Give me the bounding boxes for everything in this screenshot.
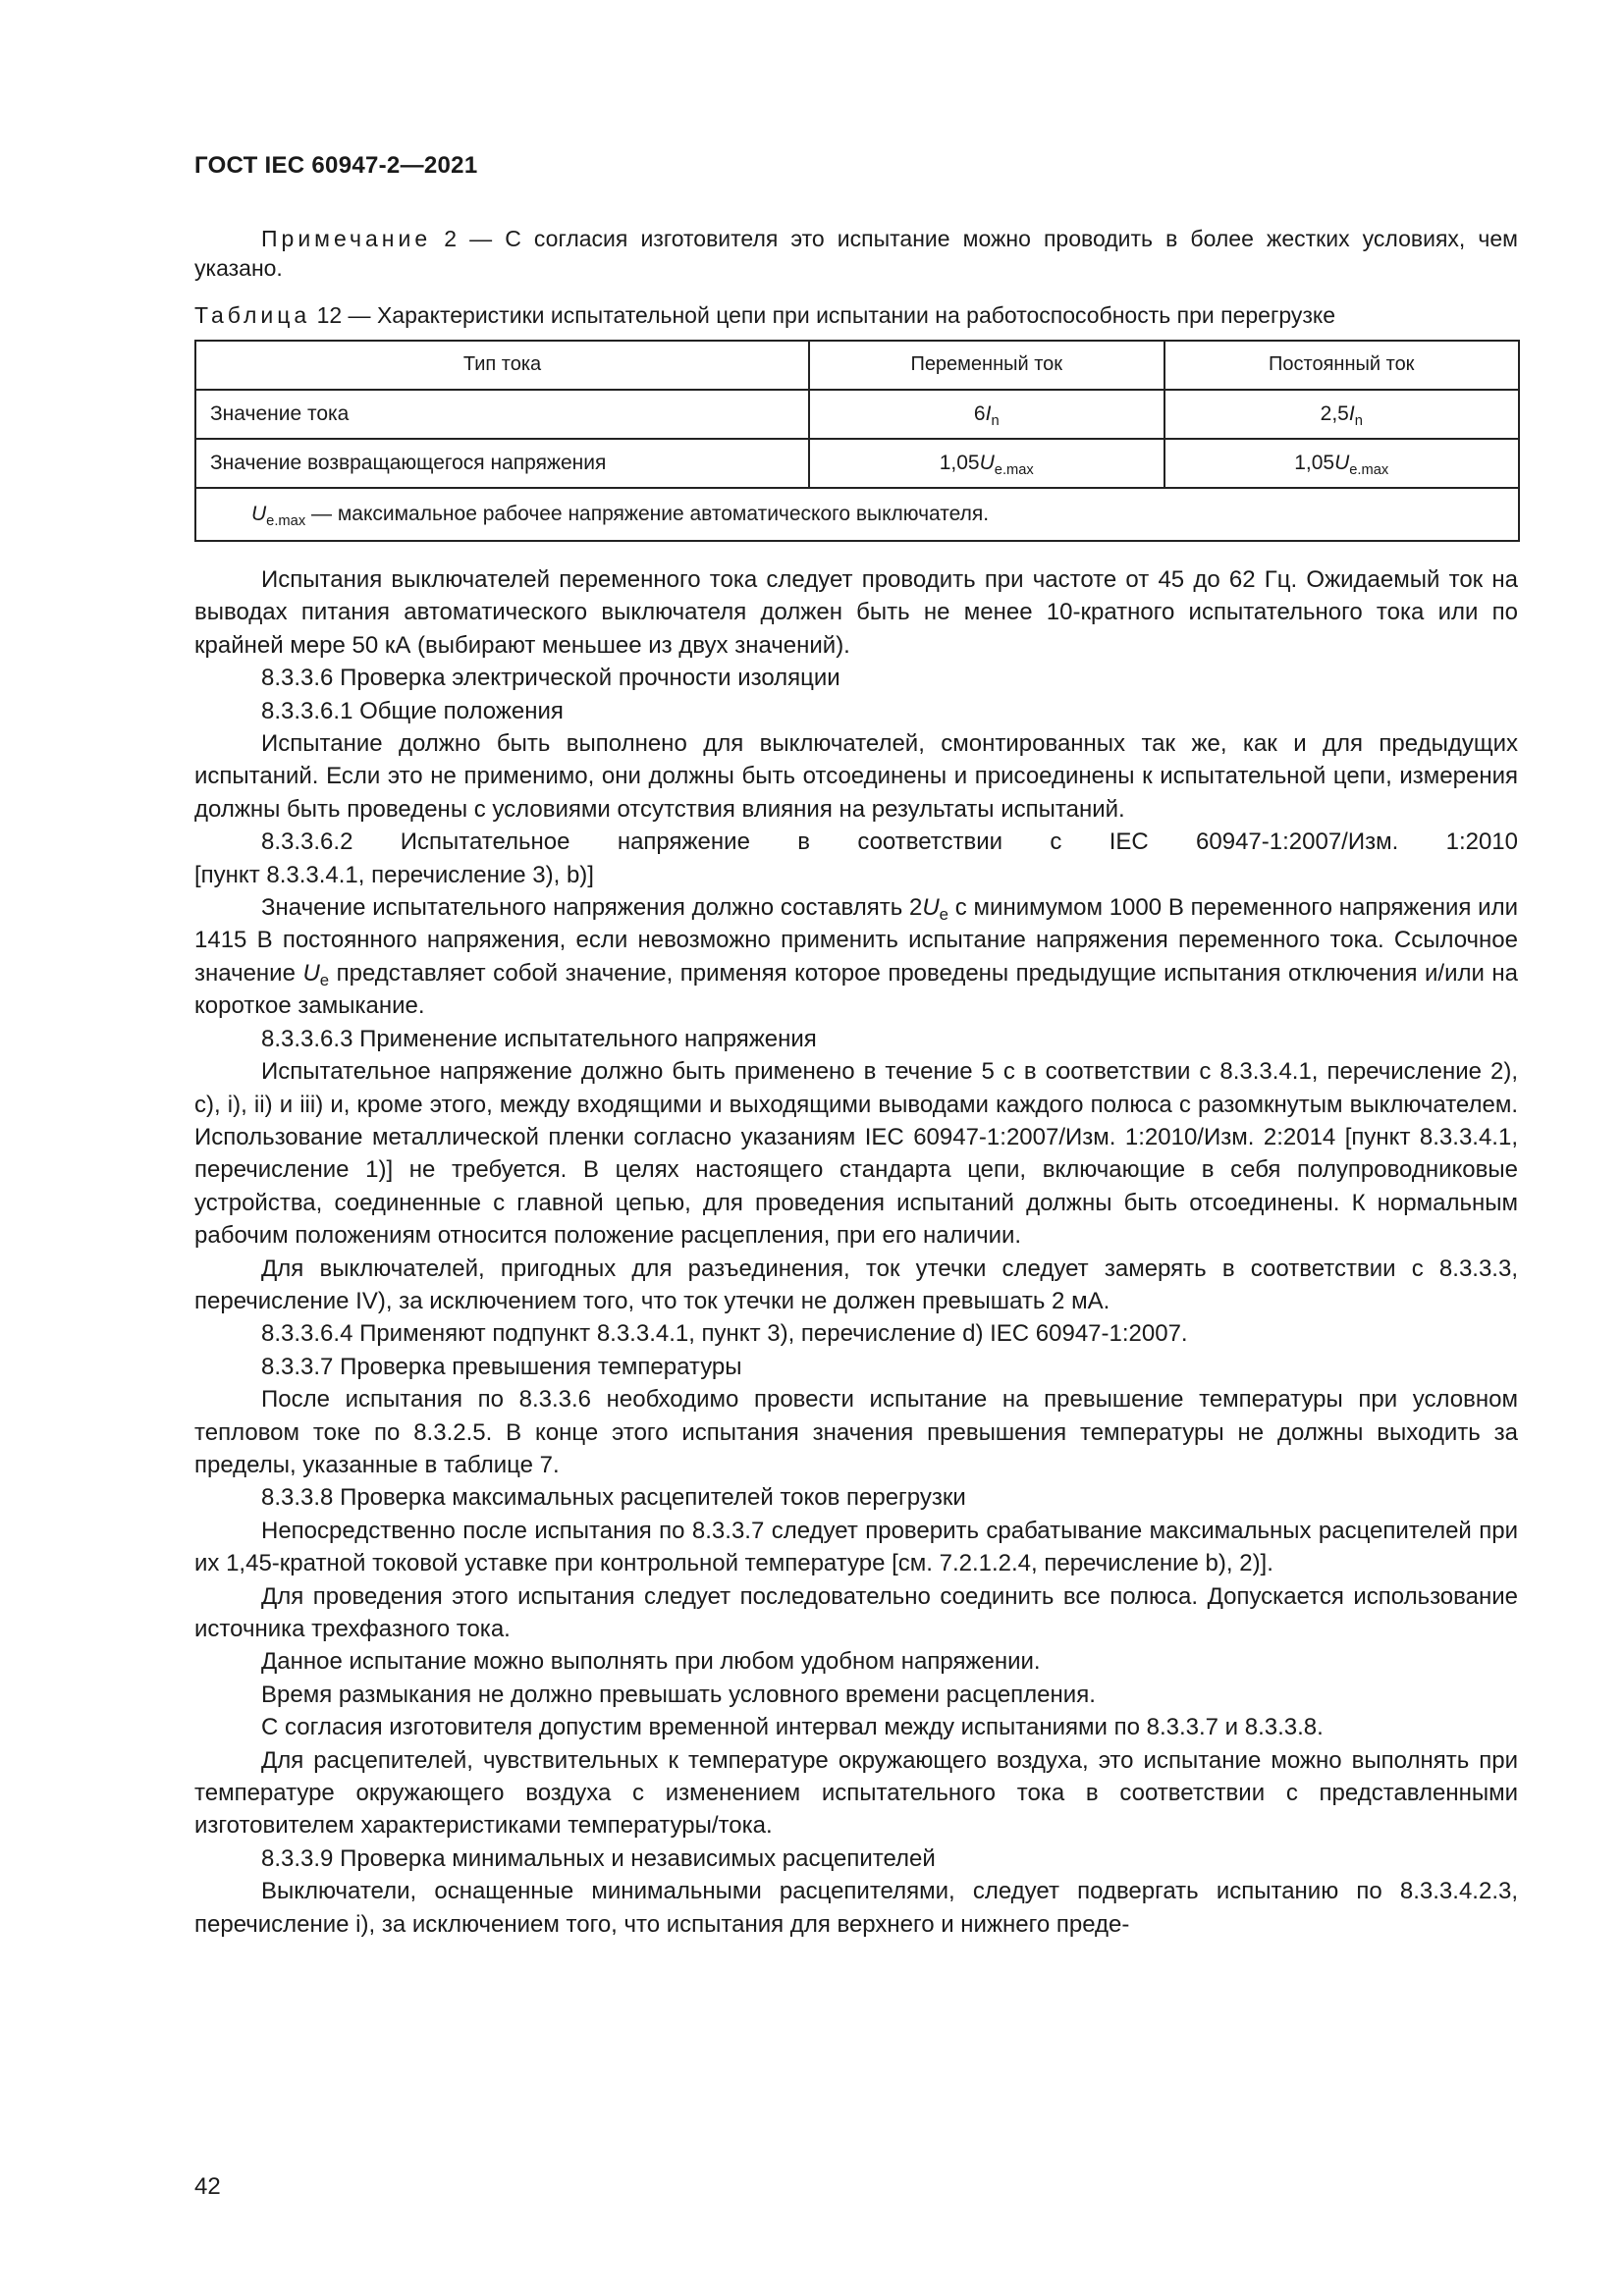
test-circuit-table: [194, 340, 1520, 542]
paragraph: Для расцепителей, чувствительных к температуре окружающего воздуха, это испытание можно выполнять при температуре окружающего воздуха с изменением испытательного тока в соответствии с представленными изготовителем характеристиками температуры/тока.: [194, 1746, 1518, 1840]
note-text: 2 — С согласия изготовителя это испытание можно проводить в более жестких условиях, чем указано.: [194, 226, 1518, 281]
section-heading: 8.3.3.9 Проверка минимальных и независимых расцепителей: [261, 1844, 936, 1872]
section-heading: 8.3.3.6 Проверка электрической прочности изоляции: [261, 665, 840, 692]
table-row-label: Значение возвращающегося напряжения: [195, 439, 809, 488]
table-cell-ac: $6I_n$: [809, 390, 1164, 439]
paragraph: Непосредственно после испытания по 8.3.3.7 следует проверить срабатывание максимальных расцепителей при их 1,45-кратной токовой уставке при контрольной температуре [см. 7.2.1.2.4, перечисление b), 2)].: [194, 1517, 1518, 1577]
paragraph: Испытания выключателей переменного тока следует проводить при частоте от 45 до 62 Гц. Ожидаемый ток на выводах питания автоматического выключателя должен быть не менее 10-кратного испытательного тока или по крайней мере 50 кА (выбирают меньшее из двух значений).: [194, 566, 1518, 659]
table-header-cell: Тип тока: [195, 341, 809, 390]
document-header: ГОСТ IEC 60947-2—2021: [194, 152, 478, 179]
section-heading: 8.3.3.6.4 Применяют подпункт 8.3.3.4.1, пункт 3), перечисление d) IEC 60947-1:2007.: [261, 1320, 1188, 1348]
paragraph: Испытательное напряжение должно быть применено в течение 5 с в соответствии с 8.3.3.4.1, перечисление 2), c), i), ii) и iii) и, кроме этого, между входящими и выходящими выводами каждого полюса с разомкнутым выключателем. Использование металлической пленки согласно указаниям IEC 60947-1:2007/Изм. 1:2010/Изм. 2:2014 [пункт 8.3.3.4.1, перечисление 1)] не требуется. В целях настоящего стандарта цепи, включающие в себя полупроводниковые устройства, соединенные с главной цепью, для проведения испытаний должны быть отсоединены. К нормальным рабочим положениям относится положение расцепления, при его наличии.: [194, 1058, 1518, 1250]
table-caption-text: 12 — Характеристики испытательной цепи при испытании на работоспособность при перегрузке: [310, 302, 1336, 328]
paragraph: Значение испытательного напряжения должно составлять $2U_e$ с минимумом 1000 В переменного напряжения или 1415 В постоянного напряжения, если невозможно применить испытание напряжения переменного тока. Ссылочное значение $U_e$ представляет собой значение, применяя которое проведены предыдущие испытания отключения и/или на короткое замыкание.: [194, 894, 1518, 1020]
paragraph: Для выключателей, пригодных для разъединения, ток утечки следует замерять в соответствии с 8.3.3.3, перечисление IV), за исключением того, что ток утечки не должен превышать 2 мА.: [194, 1255, 1518, 1314]
table-row: [195, 390, 1519, 439]
table-cell-ac: $1,05U_{e.max}$: [809, 439, 1164, 488]
section-heading: 8.3.3.7 Проверка превышения температуры: [261, 1353, 742, 1380]
note-2: [194, 224, 1518, 283]
table-footnote-row: [195, 488, 1519, 541]
paragraph: Выключатели, оснащенные минимальными расцепителями, следует подвергать испытанию по 8.3.3.4.2.3, перечисление i), за исключением того, что испытания для верхнего и нижнего преде-: [194, 1878, 1518, 1938]
section-heading: 8.3.3.6.3 Применение испытательного напряжения: [261, 1025, 817, 1052]
paragraph: С согласия изготовителя допустим временной интервал между испытаниями по 8.3.3.7 и 8.3.3.8.: [261, 1714, 1324, 1741]
table-header-cell: Постоянный ток: [1164, 341, 1520, 390]
paragraph: Данное испытание можно выполнять при любом удобном напряжении.: [261, 1648, 1041, 1676]
paragraph: Время размыкания не должно превышать условного времени расцепления.: [261, 1681, 1096, 1708]
paragraph: После испытания по 8.3.3.6 необходимо провести испытание на превышение температуры при условном тепловом токе по 8.3.2.5. В конце этого испытания значения превышения температуры не должны выходить за пределы, указанные в таблице 7.: [194, 1386, 1518, 1478]
note-label: Примечание: [261, 226, 432, 251]
table-caption: [194, 300, 1518, 330]
paragraph: Для проведения этого испытания следует последовательно соединить все полюса. Допускается использование источника трехфазного тока.: [194, 1582, 1518, 1642]
section-heading: 8.3.3.6.1 Общие положения: [261, 697, 564, 724]
section-heading-cont: [пункт 8.3.3.4.1, перечисление 3), b)]: [194, 861, 594, 888]
table-cell-dc: $2,5I_n$: [1164, 390, 1520, 439]
table-header-row: [195, 341, 1519, 390]
table-footnote: $U_{e.max}$ — максимальное рабочее напряжение автоматического выключателя.: [195, 488, 1519, 541]
document-body: [194, 224, 1518, 1941]
table-caption-label: Таблица: [194, 302, 311, 328]
page-number: 42: [194, 2173, 221, 2200]
paragraph: Испытание должно быть выполнено для выключателей, смонтированных так же, как и для предыдущих испытаний. Если это не применимо, они должны быть отсоединены и присоединены к испытательной цепи, измерения должны быть проведены с условиями отсутствия влияния на результаты испытаний.: [194, 730, 1518, 823]
section-heading: 8.3.3.6.2 Испытательное напряжение в соответствии с IEC 60947-1:2007/Изм. 1:2010: [261, 828, 1518, 856]
table-cell-dc: $1,05U_{e.max}$: [1164, 439, 1520, 488]
section-heading: 8.3.3.8 Проверка максимальных расцепителей токов перегрузки: [261, 1484, 966, 1512]
table-row: [195, 439, 1519, 488]
table-header-cell: Переменный ток: [809, 341, 1164, 390]
table-row-label: Значение тока: [195, 390, 809, 439]
